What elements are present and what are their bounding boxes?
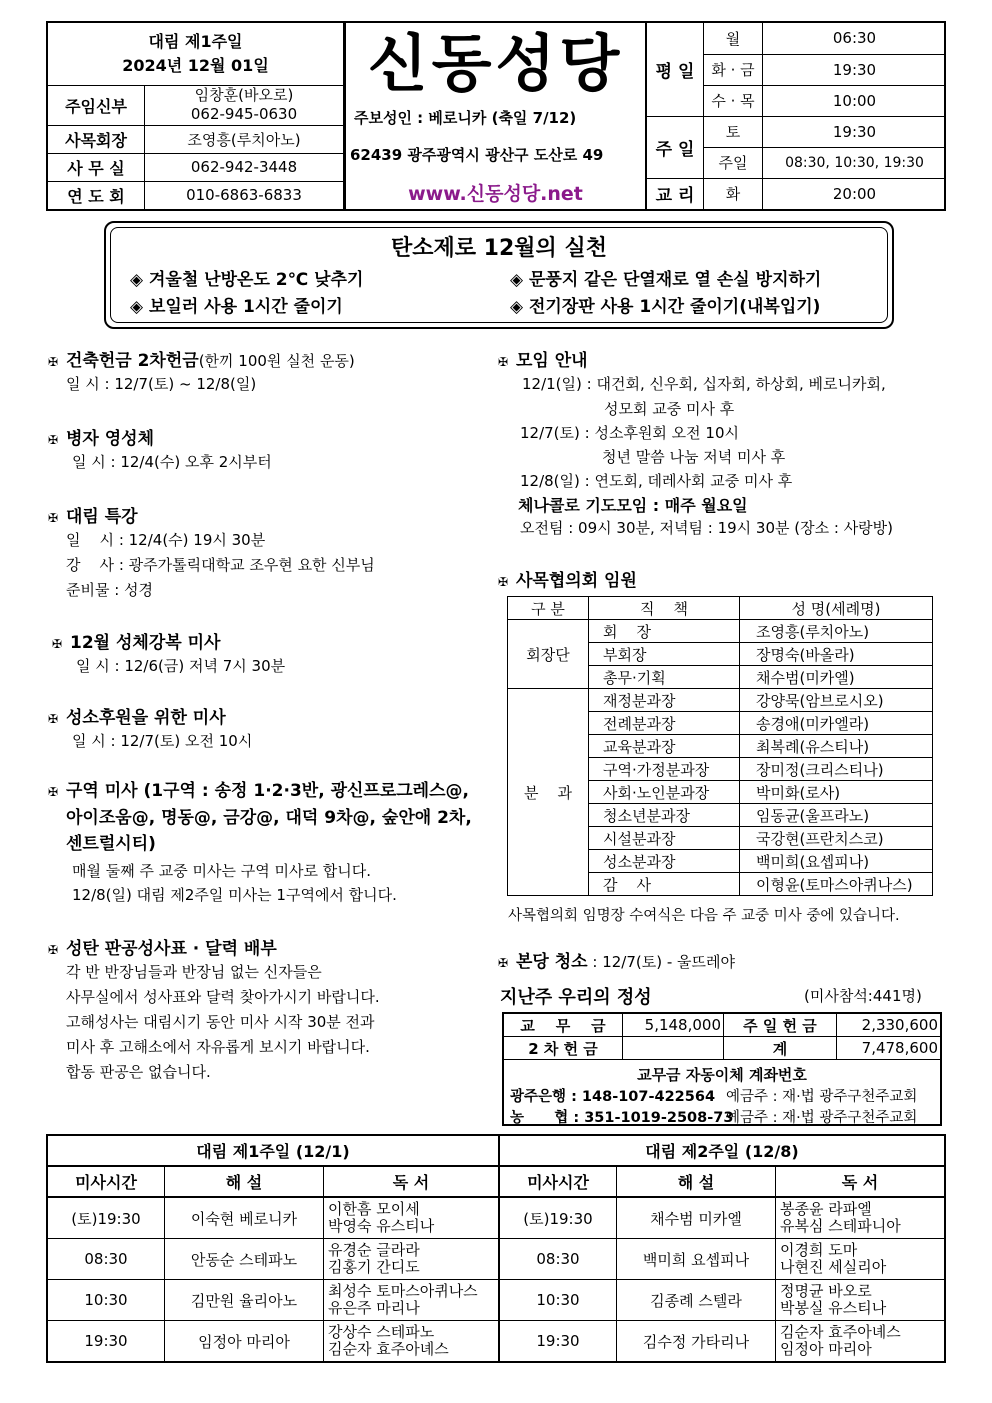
office-phone: 062-942-3448 [145,153,344,181]
cross-icon: ✠ [52,637,63,651]
cross-icon: ✠ [48,355,59,369]
mass-ministry-table [46,1134,946,1363]
council-header: 성 명(세례명) [740,597,933,620]
carbon-item: ◈ 문풍지 같은 단열재로 열 손실 방지하기 [510,270,822,290]
meeting-line: 오전팀 : 09시 30분, 저녁팀 : 19시 30분 (장소 : 사랑방) [520,519,894,537]
mass-time: 19:30 [499,1321,617,1363]
adoration-mass-date: 일 시 : 12/6(금) 저녁 7시 30분 [76,657,286,675]
commentator: 안동순 스테파노 [165,1239,324,1280]
commentator: 임정아 마리아 [165,1321,324,1363]
carbon-zero-box [104,221,894,329]
offering-value: 2,330,600 [837,1014,941,1037]
header-contacts [48,23,346,209]
meeting-line: 12/7(토) : 성소후원회 오전 10시 [520,424,740,442]
bulletin-header [46,21,946,211]
time-cell: 06:30 [763,23,947,54]
commentator: 백미희 요셉피나 [617,1239,776,1280]
yeondo-label: 연 도 회 [48,181,145,209]
sunday-label: 주 일 [647,116,704,178]
mass-time: (토)19:30 [47,1197,165,1239]
christmas-line: 각 반 반장님들과 반장님 없는 신자들은 [66,963,322,981]
carbon-item: ◈ 겨울철 난방온도 2℃ 낮추기 [130,270,364,290]
council-role: 전례분과장 [589,712,740,735]
week2-heading: 대림 제2주일 (12/8) [499,1135,945,1166]
council-name: 임동균(울프라노) [740,804,933,827]
offering-label: 교 무 금 [504,1014,623,1037]
council-role: 사회·노인분과장 [589,781,740,804]
church-address: 62439 광주광역시 광산구 도산로 49 [350,146,604,164]
council-name: 국강현(프란치스코) [740,827,933,850]
council-name: 조영흥(루치아노) [740,620,933,643]
council-name: 백미희(요셉피나) [740,850,933,873]
attendance-count: (미사참석:441명) [804,987,922,1005]
account-holder: 예금주 : 재·법 광주구천주교회 [726,1110,918,1126]
week1-heading: 대림 제1주일 (12/1) [47,1135,499,1166]
council-table [507,596,933,896]
time-cell: 10:00 [763,85,947,116]
time-cell: 19:30 [763,116,947,147]
col-header: 독 서 [324,1166,500,1197]
christmas-confession-title: ✠ 성탄 판공성사표 · 달력 배부 [48,939,277,959]
building-fund-date: 일 시 : 12/7(토) ~ 12/8(일) [66,375,257,393]
readers: 봉종윤 라파엘 유복심 스테파니아 [776,1197,946,1239]
council-role: 교육분과장 [589,735,740,758]
table-row [508,689,933,712]
account-holder: 예금주 : 재·법 광주구천주교회 [726,1089,918,1105]
table-row [504,1014,940,1037]
offering-title: 지난주 우리의 정성 [500,987,652,1008]
readers: 최성수 토마스아퀴나스 유은주 마리나 [324,1280,500,1321]
advent-lecture-prep: 준비물 : 성경 [66,581,154,599]
time-cell: 08:30, 10:30, 19:30 [763,147,947,178]
cross-icon: ✠ [48,943,59,957]
day-cell: 주일 [704,147,763,178]
table-row [47,1239,945,1280]
adoration-mass-title: ✠ 12월 성체강복 미사 [52,633,221,653]
council-role: 시설분과장 [589,827,740,850]
readers: 정명균 바오로 박봉실 유스티나 [776,1280,946,1321]
doctrine-label: 교 리 [647,178,704,209]
council-role: 재정분과장 [589,689,740,712]
cross-icon: ✠ [498,575,509,589]
christmas-line: 사무실에서 성사표와 달력 찾아가시기 바랍니다. [66,988,380,1006]
weekday-label: 평 일 [647,23,704,116]
council-role: 성소분과장 [589,850,740,873]
council-title: ✠ 사목협의회 임원 [498,571,637,591]
commentator: 김만원 율리아노 [165,1280,324,1321]
pastor-phone: 062-945-0630 [190,105,298,123]
day-cell: 수 · 목 [704,85,763,116]
mass-time: 08:30 [47,1239,165,1280]
col-header: 해 설 [165,1166,324,1197]
bulletin-date: 2024년 12월 01일 [122,55,269,75]
council-header: 구 분 [508,597,589,620]
meeting-line: 성모회 교중 미사 후 [604,400,735,418]
readers: 유경순 글라라 김홍기 간디도 [324,1239,500,1280]
council-header: 직 책 [589,597,740,620]
mass-time: (토)19:30 [499,1197,617,1239]
carbon-item: ◈ 전기장판 사용 1시간 줄이기(내복입기) [510,297,821,317]
sick-communion-date: 일 시 : 12/4(수) 오후 2시부터 [72,453,272,471]
week-date [48,23,344,85]
building-fund-title: ✠ 건축헌금 2차헌금(한끼 100원 실천 운동) [48,351,355,371]
mass-time: 19:30 [47,1321,165,1363]
council-role: 청소년분과장 [589,804,740,827]
table-row [47,1197,945,1239]
cross-icon: ✠ [498,956,509,970]
offering-label: 주 일 헌 금 [724,1014,837,1037]
council-name: 장명숙(바올라) [740,643,933,666]
mass-time: 08:30 [499,1239,617,1280]
cross-icon: ✠ [48,712,59,726]
vocation-mass-date: 일 시 : 12/7(토) 오전 10시 [72,732,253,750]
day-cell: 월 [704,23,763,54]
advent-lecture-title: ✠ 대림 특강 [48,507,138,527]
carbon-title: 탄소제로 12월의 실천 [391,236,607,261]
table-row [47,1280,945,1321]
col-header: 독 서 [776,1166,946,1197]
council-role: 총무·기획 [589,666,740,689]
meetings-title: ✠ 모임 안내 [498,351,588,371]
pastor-info [145,85,344,125]
col-header: 해 설 [617,1166,776,1197]
cross-icon: ✠ [48,785,59,799]
council-group: 회장단 [508,620,589,689]
meeting-line: 12/1(일) : 대건회, 신우회, 십자회, 하상회, 베로니카회, [522,375,886,393]
commentator: 이숙현 베로니카 [165,1197,324,1239]
cross-icon: ✠ [498,355,509,369]
header-center [346,23,645,209]
cross-icon: ✠ [48,511,59,525]
christmas-line: 고해성사는 대림시기 동안 미사 시작 30분 전과 [66,1013,375,1031]
offering-value: 5,148,000 [623,1014,724,1037]
offering-value: 7,478,600 [837,1037,941,1060]
cross-icon: ✠ [48,433,59,447]
advent-lecture-date: 일 시 : 12/4(수) 19시 30분 [66,531,266,549]
district-mass-line: 매월 둘째 주 교중 미사는 구역 미사로 합니다. [72,862,371,880]
council-name: 강양묵(암브로시오) [740,689,933,712]
church-name: 신동성당 [367,27,624,100]
mass-times [645,23,946,209]
offering-box [502,1012,942,1126]
christmas-line: 미사 후 고해소에서 자유롭게 보시기 바랍니다. [66,1038,370,1056]
council-role: 구역·가정분과장 [589,758,740,781]
sick-communion-title: ✠ 병자 영성체 [48,429,155,449]
council-name: 최복례(유스티나) [740,735,933,758]
district-mass-title: ✠ 구역 미사 (1구역 : 송정 1·2·3반, 광신프로그레스@, 아이조움@, 명동@, 금강@, 대덕 9차@, 숲안애 2차, 센트럴시티) [48,781,472,854]
council-group: 분 과 [508,689,589,896]
col-header: 미사시간 [47,1166,165,1197]
council-name: 장미정(크리스티나) [740,758,933,781]
council-note: 사목협의회 임명장 수여식은 다음 주 교중 미사 중에 있습니다. [508,908,900,924]
president-name: 조영흥(루치아노) [145,125,344,153]
office-label: 사 무 실 [48,153,145,181]
council-role: 회 장 [589,620,740,643]
church-website-link[interactable]: www.신동성당.net [408,183,583,205]
commentator: 김종례 스텔라 [617,1280,776,1321]
council-name: 이형윤(토마스아퀴나스) [740,873,933,896]
bank-account: 농 협 : 351-1019-2508-73 [510,1110,734,1126]
council-name: 박미화(로사) [740,781,933,804]
pastor-name: 임창훈(바오로) [194,86,294,104]
council-role: 부회장 [589,643,740,666]
pastor-label: 주임신부 [48,85,145,125]
time-cell: 19:30 [763,54,947,85]
bank-account: 광주은행 : 148-107-422564 [510,1089,716,1105]
table-row [504,1037,940,1060]
district-mass-line: 12/8(일) 대림 제2주일 미사는 1구역에서 합니다. [72,886,397,904]
patron-saint: 주보성인 : 베로니카 (축일 7/12) [354,109,577,127]
table-row [47,1321,945,1363]
offering-value [623,1037,724,1060]
advent-lecture-speaker: 강 사 : 광주가톨릭대학교 조우현 요한 신부님 [66,556,375,574]
col-header: 미사시간 [499,1166,617,1197]
vocation-mass-title: ✠ 성소후원을 위한 미사 [48,708,226,728]
readers: 이경희 도마 나현진 세실리아 [776,1239,946,1280]
readers: 김순자 효주아녜스 임정아 마리아 [776,1321,946,1363]
commentator: 채수범 미카엘 [617,1197,776,1239]
meeting-line: 12/8(일) : 연도회, 데레사회 교중 미사 후 [520,472,793,490]
readers: 이한흠 모이세 박영숙 유스티나 [324,1197,500,1239]
offering-label: 계 [724,1037,837,1060]
commentator: 김수정 가타리나 [617,1321,776,1363]
auto-transfer-title: 교무금 자동이체 계좌번호 [637,1066,807,1084]
yeondo-phone: 010-6863-6833 [145,181,344,209]
president-label: 사목회장 [48,125,145,153]
time-cell: 20:00 [763,178,947,209]
day-cell: 화 [704,178,763,209]
council-name: 송경애(미카엘라) [740,712,933,735]
mass-time: 10:30 [499,1280,617,1321]
cenacolo-title: 체나콜로 기도모임 : 매주 월요일 [518,496,748,515]
readers: 강상수 스테파노 김순자 효주아녜스 [324,1321,500,1363]
day-cell: 토 [704,116,763,147]
council-name: 채수범(미카엘) [740,666,933,689]
carbon-item: ◈ 보일러 사용 1시간 줄이기 [130,297,343,317]
mass-time: 10:30 [47,1280,165,1321]
table-row [508,620,933,643]
council-role: 감 사 [589,873,740,896]
cleaning-line: ✠ 본당 청소 : 12/7(토) - 울뜨레야 [498,952,735,972]
offering-label: 2 차 헌 금 [504,1037,623,1060]
week-title: 대림 제1주일 [148,31,243,51]
meeting-line: 청년 말씀 나눔 저녁 미사 후 [602,448,786,466]
day-cell: 화 · 금 [704,54,763,85]
christmas-line: 합동 판공은 없습니다. [66,1063,211,1081]
